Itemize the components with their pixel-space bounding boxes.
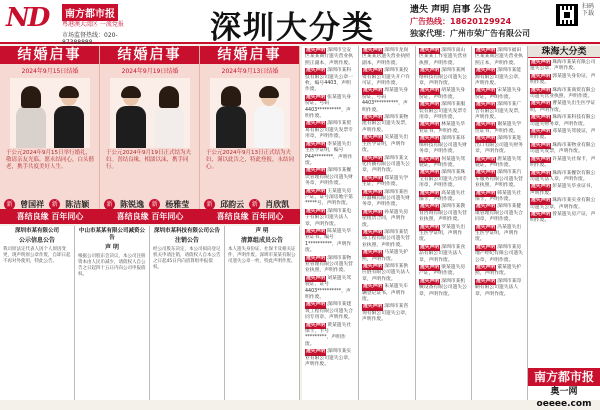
- notice-text: 珠海市某科技有限公司遗失财务章，声明作废。: [530, 115, 596, 127]
- notice-item: [362, 250, 412, 263]
- notice-text: 谢某遗失学位证书，声明作废。: [475, 122, 522, 134]
- wedding-date: 2024年9月13日结婚: [221, 68, 279, 75]
- notice-text: 深圳市某装饰工程有限公司遗失营业执照，声明作废。: [362, 229, 410, 248]
- notice-tag: 遗失声明: [531, 142, 551, 148]
- notice-item: [530, 157, 598, 170]
- notice-text: 曹某遗失出生医学证明，声明作废。: [530, 101, 596, 113]
- notice-item: [475, 204, 524, 223]
- notice-text: 深圳市宝安区某某商行遗失营业执照正副本，声明作废。: [305, 48, 353, 66]
- notice-item: [530, 88, 598, 101]
- notice-item: [362, 304, 412, 323]
- bride-name: 陈洁颖: [65, 200, 90, 209]
- notice-title: 深圳市某科技有限公司公告: [153, 228, 220, 234]
- notice-tag: 遗失声明: [420, 265, 440, 270]
- blessing-banner: 喜结良缘 百年同心: [100, 209, 200, 224]
- couple-photo: [110, 78, 190, 148]
- notice-tag: 遗失声明: [476, 68, 496, 74]
- notice-tag: 遗失声明: [420, 48, 440, 53]
- lost-notices-column: [359, 46, 416, 400]
- notice-item: [419, 225, 468, 244]
- notice-item: [305, 209, 355, 228]
- blessing-banner: 喜结良缘 百年同心: [0, 209, 100, 224]
- blessing-banner: 喜结良缘 百年同心: [200, 209, 300, 224]
- groom-badge: 新: [104, 199, 115, 210]
- notice-tag: 遗失声明: [531, 60, 551, 65]
- notice-text: 何某遗失驾驶证，声明作废。: [419, 156, 466, 168]
- notice-tag: 遗失声明: [420, 156, 440, 162]
- notice-tag: 遗失声明: [306, 141, 326, 147]
- notice-text: 深圳市福田区某某商店遗失营业执照正本，声明作废。: [475, 48, 523, 66]
- notice-tag: 遗失声明: [420, 68, 440, 74]
- wedding-date: 2024年9月15日结婚: [21, 68, 79, 75]
- notice-item: [475, 102, 524, 121]
- notice-tag: 遗失声明: [306, 94, 326, 100]
- notice-tag: 遗失声明: [476, 48, 496, 53]
- notice-text: 深圳市某医疗器械有限公司遗失财务章，声明作废。: [362, 189, 410, 208]
- logo-slogan: 粤港澳大湾区 一流党报: [62, 21, 124, 28]
- notice-text: 深圳市某科技有限公司遗失公章一枚，编号4403，声明作废。: [305, 68, 353, 93]
- groom-badge: 新: [4, 199, 15, 210]
- notice-text: 深圳市某贸易有限公司遗失发票专用章，声明作废。: [305, 121, 353, 140]
- notice-tag: 遗失声明: [476, 102, 496, 108]
- notice-tag: 遗失声明: [476, 244, 496, 250]
- bride-badge: 新: [49, 199, 60, 210]
- footer-logo-name: 南方都市报: [528, 368, 600, 386]
- notice-text: 深圳市某珠宝有限公司遗失合同专用章，声明作废。: [419, 170, 467, 189]
- notice-text: 罗某遗失出生医学证明，声明作废。: [419, 224, 466, 243]
- notice-tag: 遗失声明: [531, 87, 551, 93]
- notice-tag: 遗失声明: [363, 88, 383, 94]
- notice-body: 经公司股东决定，本公司拟向登记机关申请注销，请债权人自本公告之日起45日内向清算组申报债权。: [153, 247, 221, 270]
- notice-tag: 遗失声明: [531, 198, 551, 204]
- notice-text: 深圳市某汽车服务有限公司遗失营业执照，声明作废。: [475, 170, 523, 189]
- notice-tag: 遗失声明: [476, 122, 496, 128]
- lost-notices-column: [472, 46, 528, 400]
- notice-tag: 遗失声明: [531, 156, 551, 162]
- notice-item: [530, 101, 598, 114]
- notice-tag: 遗失声明: [306, 121, 326, 127]
- wedding-date: 2024年9月19日结婚: [121, 68, 179, 75]
- notice-text: 深圳市某印刷有限公司遗失法人章，声明作废。: [475, 278, 522, 297]
- wedding-section: [0, 46, 300, 224]
- notice-tag: 遗失声明: [306, 208, 326, 214]
- groom-figure: [252, 88, 286, 148]
- notice-tag: 遗失声明: [363, 264, 383, 269]
- notice-item: [530, 198, 598, 211]
- notice-text: 胡某遗失身份证，声明作废。: [419, 88, 466, 100]
- notice-text: 周某遗失身份证，号码4403**********，声明作废。: [362, 88, 409, 113]
- ad-hotline: 广告热线：18620129924: [410, 17, 512, 26]
- notice-item: [475, 191, 524, 204]
- zhuhai-list: [528, 58, 600, 228]
- notice-tag: 遗失声明: [476, 170, 496, 176]
- wedding-text: 于公元2024年9月13日正式结为夫妇，谨以此告之，特此登报，永结同心。: [206, 150, 295, 170]
- notice-text: 深圳市某咨询有限公司遗失公章，声明作废。: [362, 304, 410, 323]
- notice-item: [475, 136, 524, 155]
- notice-item: [419, 191, 468, 204]
- notice-item: [305, 142, 355, 168]
- notice-item: [419, 68, 468, 87]
- notice-tag: 遗失声明: [531, 73, 551, 79]
- notice-item: [419, 122, 468, 135]
- couple-names: [104, 194, 196, 209]
- notice-tag: 遗失声明: [363, 304, 383, 310]
- notice-tag: 遗失声明: [306, 322, 326, 328]
- notice-tag: 遗失声明: [363, 135, 383, 141]
- notice-text: 许某遗失社保卡，声明作废。: [530, 156, 596, 169]
- notice-tag: 遗失声明: [531, 129, 551, 135]
- notice-text: 深圳市某物业管理有限公司遗失营业执照，声明作废。: [305, 255, 353, 274]
- notice-item: [305, 256, 355, 275]
- zhuhai-heading: 珠海大分类: [528, 46, 600, 58]
- notice-item: [305, 229, 355, 255]
- company-notices-section: [0, 226, 300, 400]
- logo-mark: ND: [6, 3, 49, 33]
- notice-text: 深圳市某进出口有限公司遗失财务章，声明作废。: [475, 136, 523, 155]
- notice-text: 深圳市某教育咨询有限公司遗失营业执照，声明作废。: [419, 204, 467, 223]
- notice-tag: 遗失声明: [363, 189, 383, 195]
- notice-item: [530, 115, 598, 128]
- notice-text: 郑某遗失学生证，声明作废。: [362, 175, 409, 188]
- notice-tag: 遗失声明: [420, 170, 440, 176]
- wedding-text: 于公元2024年9月15日举行婚礼，敬请亲友光临。愿永结同心，白头偕老，携手共度美好人生。: [6, 150, 95, 170]
- wedding-card: [200, 46, 300, 224]
- notice-text: 梁某遗失房产证，声明作废。: [419, 265, 466, 277]
- notice-item: [362, 115, 412, 134]
- notice-tag: 遗失声明: [420, 244, 440, 250]
- notice-text: 深圳市某物流有限公司遗失发票，声明作废。: [362, 115, 410, 133]
- notice-item: [305, 323, 355, 349]
- footer-logo[interactable]: [528, 368, 600, 409]
- supervision-hotline: 市场监督热线：020-87388888: [62, 32, 118, 46]
- notice-text: 深圳市某广告有限公司遗失发票，声明作废。: [475, 102, 523, 121]
- groom-name: 曾国祥: [20, 200, 45, 209]
- notice-item: [475, 157, 524, 170]
- notice-tag: 遗失声明: [306, 255, 326, 261]
- notice-text: 珠海市某商贸有限公司遗失营业执照，声明作废。: [530, 87, 596, 100]
- notice-tag: 遗失声明: [531, 211, 551, 217]
- notice-tag: 遗失声明: [363, 209, 383, 215]
- notice-tag: 遗失声明: [306, 228, 326, 234]
- notice-tag: 遗失声明: [476, 278, 496, 284]
- notice-text: 黄某遗失社保卡，卡号*********，声明作废。: [305, 322, 352, 347]
- notice-tag: 遗失声明: [420, 278, 440, 284]
- notice-text: 深圳市某服装有限公司遗失发票专用章，声明作废。: [419, 102, 467, 121]
- notice-tag: 遗失声明: [363, 48, 383, 53]
- notice-item: [475, 245, 524, 264]
- notice-tag: 遗失声明: [420, 136, 440, 142]
- newspaper-logo[interactable]: [6, 3, 146, 46]
- groom-badge: 新: [204, 199, 215, 210]
- notice-item: [419, 157, 468, 170]
- notice-tag: 遗失声明: [420, 224, 440, 230]
- couple-names: [204, 194, 296, 209]
- notice-text: 珠海市某某有限公司遗失公章，声明作废。: [530, 60, 596, 72]
- notice-text: 深圳市某文化传播有限公司遗失公章，声明作废。: [362, 155, 410, 174]
- notice-item: [305, 121, 355, 140]
- page-header: [0, 0, 600, 44]
- notice-item: [362, 284, 412, 303]
- notice-tag: 遗失声明: [531, 115, 551, 121]
- notice-item: [530, 129, 598, 142]
- groom-figure: [114, 88, 148, 148]
- notice-item: [362, 88, 412, 114]
- notice-item: [362, 190, 412, 209]
- notice-text: 深圳市龙岗区某某店遗失营业执照副本，声明作废。: [362, 48, 410, 66]
- notice-item: [530, 60, 598, 73]
- notice-subtitle: 声 明: [104, 244, 120, 251]
- notice-item: [475, 265, 524, 278]
- notice-text: 吴某遗失出生医学证明，声明作废。: [362, 135, 409, 154]
- couple-names: [4, 194, 96, 209]
- notice-item: [362, 230, 412, 249]
- notice-column: [150, 226, 225, 400]
- qr-code-icon[interactable]: [556, 4, 578, 26]
- notice-item: [419, 279, 468, 298]
- notice-text: 彭某遗失毕业证书，声明作废。: [530, 184, 596, 196]
- notice-tag: 遗失声明: [306, 349, 326, 355]
- notice-info: [410, 4, 555, 40]
- notice-item: [475, 88, 524, 101]
- notice-text: 郭某遗失身份证，声明作废。: [530, 73, 596, 86]
- notice-item: [305, 68, 355, 94]
- bride-figure: [14, 88, 48, 148]
- notice-item: [419, 170, 468, 189]
- notice-tag: 遗失声明: [531, 101, 551, 107]
- notice-item: [530, 184, 598, 197]
- notice-tag: 遗失声明: [363, 68, 383, 74]
- notice-tag: 遗失声明: [476, 88, 496, 94]
- notice-tag: 遗失声明: [476, 156, 496, 162]
- notice-tag: 遗失声明: [531, 184, 551, 190]
- notice-text: 曾某遗失房产证，声明作废。: [530, 211, 596, 224]
- notice-item: [475, 170, 524, 189]
- notice-body: 本人遗失身份证、社保卡及相关证件，声明作废。深圳市某某有限公司遗失公章一枚，特此声明作废。: [228, 247, 296, 264]
- notice-tag: 遗失声明: [476, 136, 496, 142]
- notice-text: 董某遗失护照，声明作废。: [475, 265, 522, 277]
- notice-item: [305, 302, 355, 321]
- notice-categories: 遗失 声明 启事 公告: [410, 5, 492, 15]
- notice-tag: 遗失声明: [306, 68, 326, 74]
- qr-label: 扫码下载: [582, 3, 595, 17]
- bride-badge: 新: [149, 199, 160, 210]
- notice-title: 声 明: [255, 228, 269, 234]
- notice-tag: 遗失声明: [363, 115, 383, 121]
- notice-text: 王某遗失房产证，证号深房地字第*****号，声明作废。: [305, 188, 353, 207]
- bride-figure: [152, 88, 186, 148]
- notice-tag: 遗失声明: [420, 102, 440, 108]
- notice-item: [362, 176, 412, 189]
- lost-notices-column: [416, 46, 472, 400]
- notice-item: [419, 204, 468, 223]
- notice-item: [475, 48, 524, 67]
- notice-item: [419, 245, 468, 264]
- notice-text: 深圳市某投资有限公司遗失开户许可证，声明作废。: [362, 68, 410, 87]
- zhuhai-section: [528, 46, 600, 400]
- notice-item: [475, 68, 524, 87]
- notice-text: 深圳市某环保科技有限公司遗失财务章，声明作废。: [419, 136, 467, 155]
- notice-text: 邓某遗失驾驶证，声明作废。: [530, 129, 596, 141]
- notice-item: [530, 212, 598, 225]
- notice-tag: 遗失声明: [306, 275, 326, 281]
- notice-text: 李某遗失出生医学证明，编号P44********，声明作废。: [305, 141, 353, 166]
- wedding-heading: 结婚启事: [100, 46, 199, 64]
- notice-text: 深圳市某食品有限公司遗失法人章，声明作废。: [419, 244, 466, 263]
- notice-text: 深圳市某建筑工程有限公司遗失合同专用章，声明作废。: [305, 302, 353, 321]
- notice-item: [362, 68, 412, 87]
- notice-tag: 遗失声明: [306, 168, 326, 174]
- notice-column: [0, 226, 75, 400]
- bride-figure: [214, 88, 248, 148]
- groom-figure: [52, 88, 86, 148]
- notice-tag: 遗失声明: [363, 284, 383, 290]
- notice-body: 我司原法定代表人因个人原因变更，现声明原公章作废，自即日起不再对外使用，特此公告。: [3, 247, 71, 264]
- notice-tag: 遗失声明: [363, 175, 383, 181]
- notice-tag: 遗失声明: [476, 204, 496, 210]
- notice-text: 深圳市某房地产经纪有限公司遗失公章，声明作废。: [475, 244, 523, 263]
- notice-item: [475, 279, 524, 298]
- notice-text: 珠海市某实业有限公司遗失公章，声明作废。: [530, 198, 596, 210]
- notice-text: 张某遗失身份证，号码4403**********，声明作废。: [305, 94, 352, 120]
- notice-tag: 遗失声明: [420, 122, 440, 128]
- notice-text: 深圳市某供应链有限公司遗失法人章，声明作废。: [362, 264, 410, 282]
- notice-text: 刘某遗失驾驶证，证号4403**********，声明作废。: [305, 275, 352, 301]
- groom-name: 陈锐逸: [120, 200, 145, 209]
- notice-item: [419, 48, 468, 67]
- notice-item: [362, 135, 412, 154]
- notice-text: 唐某遗失驾驶证，声明作废。: [475, 156, 522, 168]
- notice-tag: 遗失声明: [531, 170, 551, 176]
- notice-tag: 遗失声明: [476, 224, 496, 230]
- notice-tag: 遗失声明: [476, 265, 496, 270]
- notice-item: [305, 95, 355, 121]
- notice-item: [305, 276, 355, 302]
- notice-text: 深圳市某网络科技有限公司遗失公章，声明作废。: [419, 68, 467, 87]
- notice-text: 深圳市某机械设备有限公司遗失公章，声明作废。: [419, 278, 467, 297]
- notice-item: [305, 48, 355, 67]
- notice-item: [305, 189, 355, 208]
- notice-item: [305, 349, 355, 368]
- notice-tag: 遗失声明: [363, 250, 383, 256]
- notice-text: 深圳市某能源有限公司遗失公章，声明作废。: [475, 68, 523, 87]
- notice-column: [75, 226, 150, 400]
- notice-item: [419, 88, 468, 101]
- notice-subtitle: 注销公告: [174, 237, 199, 244]
- couple-photo: [10, 78, 90, 148]
- notice-item: [419, 265, 468, 278]
- notice-text: 宋某遗失身份证，声明作废。: [475, 88, 522, 100]
- notice-text: 深圳市某实业有限公司遗失公章，声明作废。: [305, 349, 353, 368]
- notice-title: 中山市某某有限公司减资公告: [78, 228, 145, 241]
- notice-item: [530, 74, 598, 87]
- notice-tag: 遗失声明: [363, 229, 383, 235]
- notice-tag: 遗失声明: [420, 190, 440, 196]
- notice-item: [362, 48, 412, 67]
- notice-text: 朱某遗失车辆登记证书，声明作废。: [362, 284, 409, 303]
- notice-item: [419, 102, 468, 121]
- notice-text: 陈某遗失毕业证书，编号1**********，声明作废。: [305, 228, 352, 254]
- notice-item: [362, 264, 412, 283]
- notice-text: 孙某遗失房屋租赁合同，声明作废。: [362, 209, 409, 228]
- notice-text: 深圳市某健康管理有限公司遗失合同章，声明作废。: [475, 204, 523, 223]
- notice-item: [362, 156, 412, 175]
- notice-tag: 遗失声明: [420, 204, 440, 210]
- groom-name: 邱韵云: [220, 200, 245, 209]
- lost-notices-column: [302, 46, 359, 400]
- wedding-card: [0, 46, 100, 224]
- notice-item: [475, 122, 524, 135]
- notice-item: [475, 225, 524, 244]
- notice-text: 韩某遗失社保卡，声明作废。: [475, 190, 522, 202]
- footer-logo-url: 奥一网 oeeee.com: [536, 387, 592, 409]
- notice-item: [419, 136, 468, 155]
- couple-photo: [210, 78, 290, 148]
- notice-item: [305, 168, 355, 187]
- notice-text: 马某遗失护照，声明作废。: [362, 250, 409, 262]
- notice-text: 珠海市某物业有限公司遗失发票，声明作废。: [530, 142, 596, 155]
- notice-tag: 遗失声明: [306, 48, 326, 53]
- notice-tag: 遗失声明: [476, 190, 496, 196]
- notice-item: [530, 143, 598, 156]
- notice-text: 深圳市某电子有限公司遗失法人章，声明作废。: [305, 208, 352, 227]
- notice-tag: 遗失声明: [420, 88, 440, 94]
- notice-text: 林某遗失毕业证书，声明作废。: [419, 122, 466, 134]
- notice-text: 高某遗失社保卡，声明作废。: [419, 190, 466, 202]
- notice-item: [362, 210, 412, 229]
- notice-title: 深圳市某有限公司: [14, 228, 59, 234]
- notice-text: 珠海市某餐饮有限公司遗失法人章，声明作废。: [530, 170, 596, 182]
- notice-text: 深圳市南山区某某工作室遗失营业执照，声明作废。: [419, 48, 467, 66]
- notice-subtitle: 公示信息公告: [18, 237, 55, 244]
- notice-tag: 遗失声明: [363, 155, 383, 161]
- notice-subtitle: 清算组成员公告: [240, 237, 283, 244]
- bride-name: 杨雅莹: [165, 200, 190, 209]
- wedding-heading: 结婚启事: [200, 46, 299, 64]
- notice-column: [225, 226, 300, 400]
- notice-text: 冯某遗失出生医学证明，声明作废。: [475, 224, 522, 243]
- notice-body: 根据公司股东会决议，本公司注册资本由人民币减少，请债权人自公告之日起四十五日内向公司申报债权。: [78, 254, 146, 277]
- notice-tag: 遗失声明: [306, 188, 326, 194]
- wedding-text: 于公元2024年9月19日正式结为夫妇。喜结良缘，相濡以沫，携手同行。: [106, 150, 191, 170]
- notice-text: 深圳市某餐饮管理有限公司遗失财务章，声明作废。: [305, 168, 353, 187]
- logo-chinese-name: 南方都市报: [62, 4, 118, 21]
- bride-name: 肖欣凯: [265, 200, 290, 209]
- notice-tag: 遗失声明: [306, 302, 326, 308]
- notice-item: [530, 171, 598, 184]
- wedding-heading: 结婚启事: [0, 46, 99, 64]
- wedding-card: [100, 46, 200, 224]
- bride-badge: 新: [249, 199, 260, 210]
- page-title: 深圳大分类: [210, 10, 375, 46]
- ad-operator: 独家代理：广州市荣广告有限公司: [410, 29, 530, 38]
